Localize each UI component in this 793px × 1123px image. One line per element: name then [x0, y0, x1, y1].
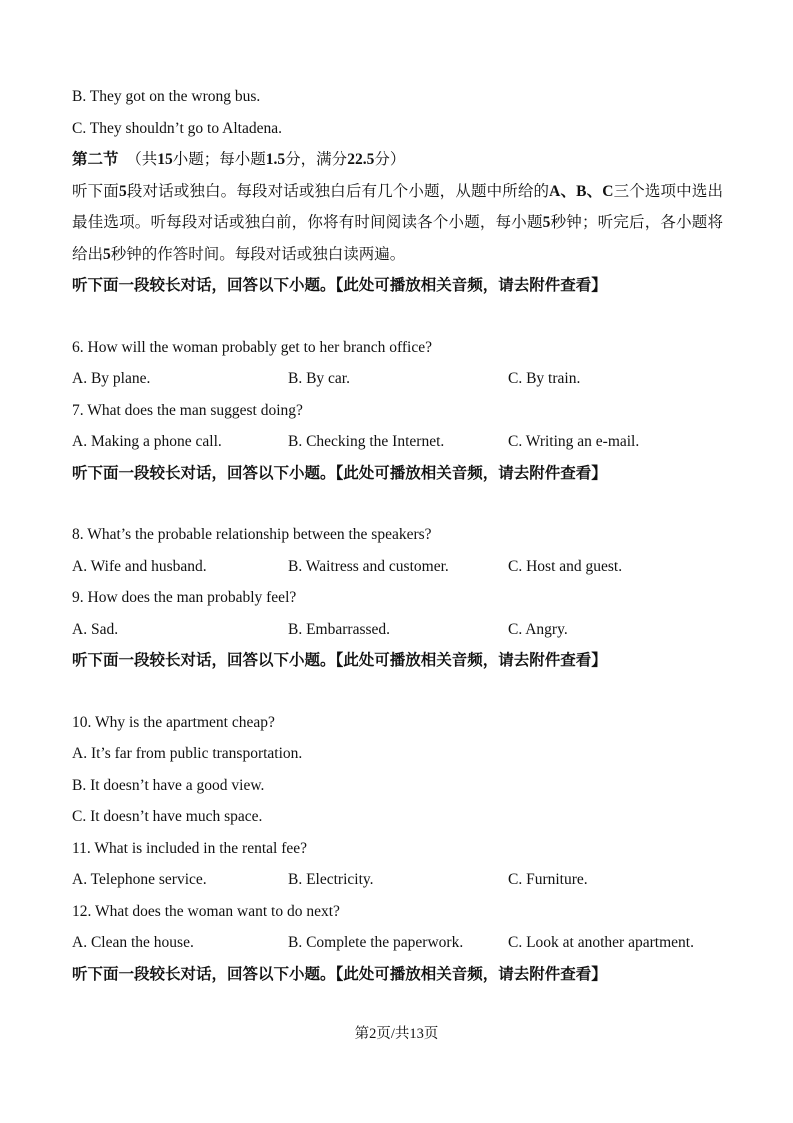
text-segment: 秒钟的作答时间。每段对话或独白读两遍。: [110, 245, 406, 263]
option-line: B. They got on the wrong bus.: [72, 88, 261, 105]
question-text: 12. What does the woman want to do next?: [72, 902, 340, 920]
audio-note: 听下面一段较长对话，回答以下小题。【此处可播放相关音频，请去附件查看】: [72, 652, 607, 669]
options-row: [72, 614, 723, 646]
text-segment: （共: [118, 151, 158, 168]
options-row: [72, 551, 723, 583]
option-cell: C. By train.: [508, 370, 581, 387]
audio-note: 听下面一段较长对话，回答以下小题。【此处可播放相关音频，请去附件查看】: [72, 277, 607, 294]
spacer: [72, 302, 723, 332]
option-cell: B. Complete the paperwork.: [288, 934, 464, 951]
option-line: C. They shouldn’t go to Altadena.: [72, 119, 282, 137]
text-segment: 5: [103, 245, 111, 263]
text-segment: 第二节: [72, 151, 119, 168]
document-content: [72, 81, 723, 990]
options-row: [72, 927, 723, 959]
instructions-paragraph: [72, 176, 723, 271]
spacer: [72, 489, 723, 519]
option-cell: A. Clean the house.: [72, 934, 194, 951]
text-segment: 分，满分: [285, 151, 348, 168]
text-segment: 小题；每小题: [172, 151, 266, 168]
options-row: [72, 864, 723, 896]
question-text: 7. What does the man suggest doing?: [72, 401, 303, 419]
text-segment: 三个选项中选出最佳选项。听每段对话或独白前，你将有时间阅读各个小题，每小题: [72, 182, 723, 231]
option-cell: B. Embarrassed.: [288, 620, 391, 638]
option-cell: A. Making a phone call.: [72, 433, 222, 450]
option-cell: A. Telephone service.: [72, 871, 207, 888]
option-cell: C. Writing an e-mail.: [508, 433, 640, 450]
section-heading: [72, 144, 723, 176]
option-cell: B. Electricity.: [288, 871, 374, 888]
option-line: A. It’s far from public transportation.: [72, 745, 303, 762]
text-segment: 22.5: [347, 151, 375, 168]
options-row: [72, 363, 723, 395]
text-segment: 秒钟；听完后，各小题将给出: [72, 214, 723, 263]
option-cell: C. Furniture.: [508, 871, 588, 888]
text-segment: 听下面: [72, 182, 119, 200]
option-cell: B. Checking the Internet.: [288, 433, 445, 450]
option-cell: C. Look at another apartment.: [508, 934, 694, 951]
page-footer: 第2页/共13页: [354, 1026, 439, 1042]
text-segment: 15: [157, 151, 173, 168]
option-cell: C. Host and guest.: [508, 557, 623, 575]
question-text: 11. What is included in the rental fee?: [72, 839, 307, 857]
text-segment: A、B、C: [549, 182, 614, 200]
option-cell: A. Sad.: [72, 620, 119, 638]
options-row: [72, 426, 723, 458]
question-text: 10. Why is the apartment cheap?: [72, 713, 275, 731]
option-cell: A. Wife and husband.: [72, 557, 207, 575]
audio-note: 听下面一段较长对话，回答以下小题。【此处可播放相关音频，请去附件查看】: [72, 464, 607, 482]
text-segment: 5: [542, 214, 551, 231]
option-cell: A. By plane.: [72, 370, 151, 387]
option-cell: B. Waitress and customer.: [288, 557, 449, 575]
question-text: 9. How does the man probably feel?: [72, 589, 297, 606]
question-text: 6. How will the woman probably get to her branch office?: [72, 338, 432, 356]
text-segment: 1.5: [265, 151, 286, 168]
option-cell: B. By car.: [288, 370, 350, 387]
option-cell: C. Angry.: [508, 620, 568, 638]
text-segment: 5: [118, 182, 127, 200]
text-segment: 分）: [374, 151, 406, 168]
option-line: B. It doesn’t have a good view.: [72, 776, 265, 794]
option-line: C. It doesn’t have much space.: [72, 808, 263, 825]
text-segment: 段对话或独白。每段对话或独白后有几个小题，从题中所给的: [126, 182, 550, 200]
audio-note: 听下面一段较长对话，回答以下小题。【此处可播放相关音频，请去附件查看】: [72, 965, 607, 983]
question-text: 8. What’s the probable relationship between the speakers?: [72, 526, 432, 543]
spacer: [72, 677, 723, 707]
